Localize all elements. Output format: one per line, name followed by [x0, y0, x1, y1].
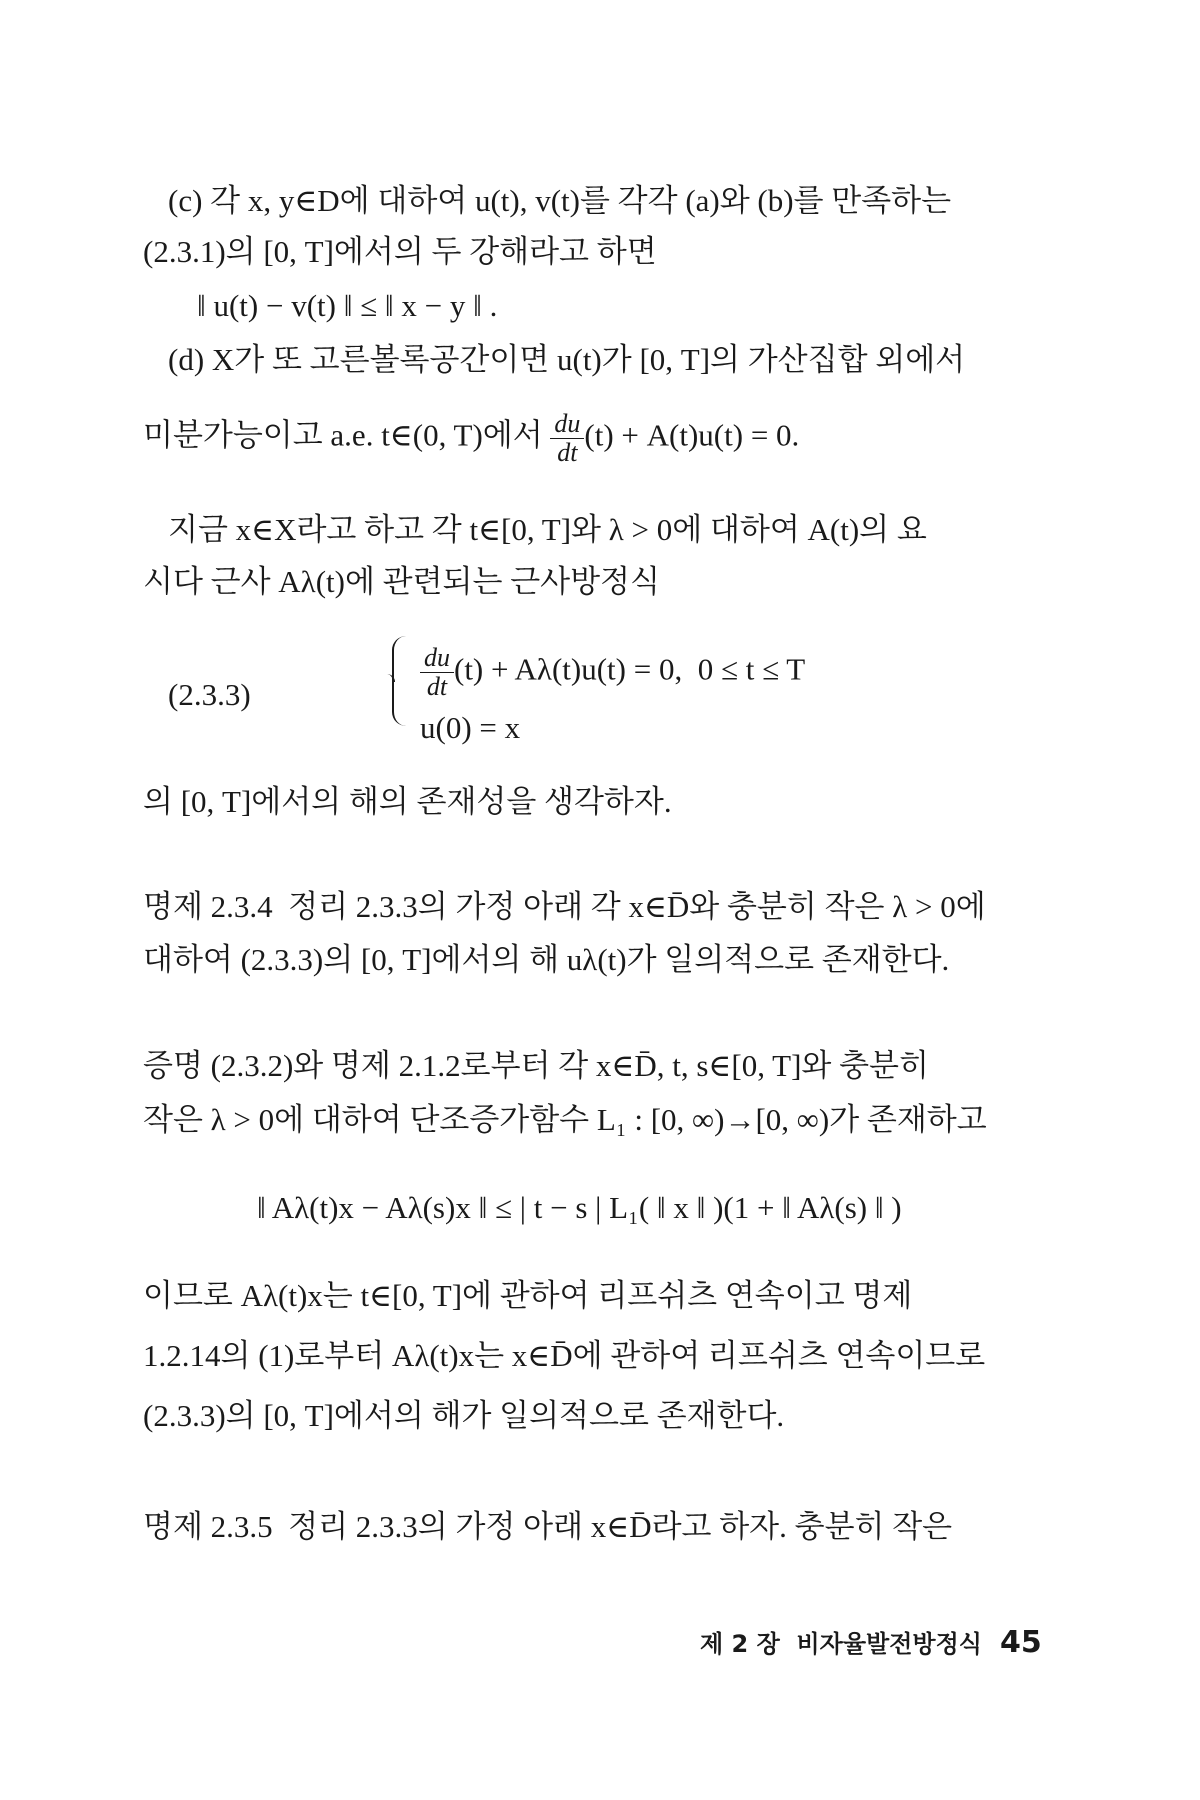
- intro-line-2: 시다 근사 Aλ(t)에 관련되는 근사방정식: [143, 564, 660, 599]
- proposition-2-3-4-line-1: 명제 2.3.4 정리 2.3.3의 가정 아래 각 x∈D̄와 충분히 작은 λ > 0에: [143, 889, 986, 924]
- equation-label: (2.3.3): [168, 677, 251, 712]
- proof-equation: ‖ Aλ(t)x − Aλ(s)x ‖ ≤ | t − s | L₁( ‖ x ‖ )(1 + ‖ Aλ(s) ‖ ): [257, 1190, 902, 1225]
- page-footer: [700, 1626, 1040, 1661]
- para-d-line-1: (d) X가 또 고른볼록공간이면 u(t)가 [0, T]의 가산집합 외에서: [168, 342, 966, 377]
- equation-brace: [392, 636, 406, 726]
- derivative-fraction: [550, 410, 584, 467]
- equation-fraction-numerator: du: [420, 644, 454, 673]
- proof-line-5: (2.3.3)의 [0, T]에서의 해가 일의적으로 존재한다.: [143, 1398, 785, 1433]
- proof-line-2: 작은 λ > 0에 대하여 단조증가함수 L₁ : [0, ∞)→[0, ∞)가 존재하고: [143, 1102, 987, 1137]
- equation-fraction-denominator: dt: [426, 672, 448, 701]
- proposition-2-3-5-line-1: 명제 2.3.5 정리 2.3.3의 가정 아래 x∈D̄라고 하자. 충분히 작은: [143, 1509, 953, 1544]
- para-d-line-2: [143, 410, 1143, 467]
- equation-line-2: u(0) = x: [420, 710, 521, 745]
- equation-line-1-rest: (t) + Aλ(t)u(t) = 0, 0 ≤ t ≤ T: [454, 651, 806, 687]
- proof-line-1: 증명 (2.3.2)와 명제 2.1.2로부터 각 x∈D̄, t, s∈[0, T]와 충분히: [143, 1048, 929, 1083]
- page-number: 45: [999, 1625, 1042, 1660]
- chapter-title: 제 2 장 비자율발전방정식: [700, 1630, 982, 1658]
- para-c-inequality: ‖ u(t) − v(t) ‖ ≤ ‖ x − y ‖ .: [197, 288, 498, 323]
- proposition-2-3-4-line-2: 대하여 (2.3.3)의 [0, T]에서의 해 uλ(t)가 일의적으로 존재한다.: [143, 942, 950, 977]
- equation-line-1: [420, 644, 1140, 701]
- fraction-denominator: dt: [557, 438, 578, 467]
- intro-line-1: 지금 x∈X라고 하고 각 t∈[0, T]와 λ > 0에 대하여 A(t)의 요: [168, 512, 927, 547]
- after-equation-text: 의 [0, T]에서의 해의 존재성을 생각하자.: [143, 784, 672, 819]
- fraction-numerator: du: [550, 410, 584, 439]
- equation-derivative-fraction: [420, 644, 454, 701]
- para-d-line-2-rest: (t) + A(t)u(t) = 0.: [584, 417, 800, 453]
- proof-line-4: 1.2.14의 (1)로부터 Aλ(t)x는 x∈D̄에 관하여 리프쉬츠 연속이므로: [143, 1338, 986, 1373]
- para-c-line-2: (2.3.1)의 [0, T]에서의 두 강해라고 하면: [143, 234, 657, 269]
- para-c-line-1: (c) 각 x, y∈D에 대하여 u(t), v(t)를 각각 (a)와 (b)를 만족하는: [168, 183, 952, 218]
- para-d-line-2-text: 미분가능이고 a.e. t∈(0, T)에서: [143, 417, 551, 453]
- proof-line-3: 이므로 Aλ(t)x는 t∈[0, T]에 관하여 리프쉬츠 연속이고 명제: [143, 1278, 913, 1313]
